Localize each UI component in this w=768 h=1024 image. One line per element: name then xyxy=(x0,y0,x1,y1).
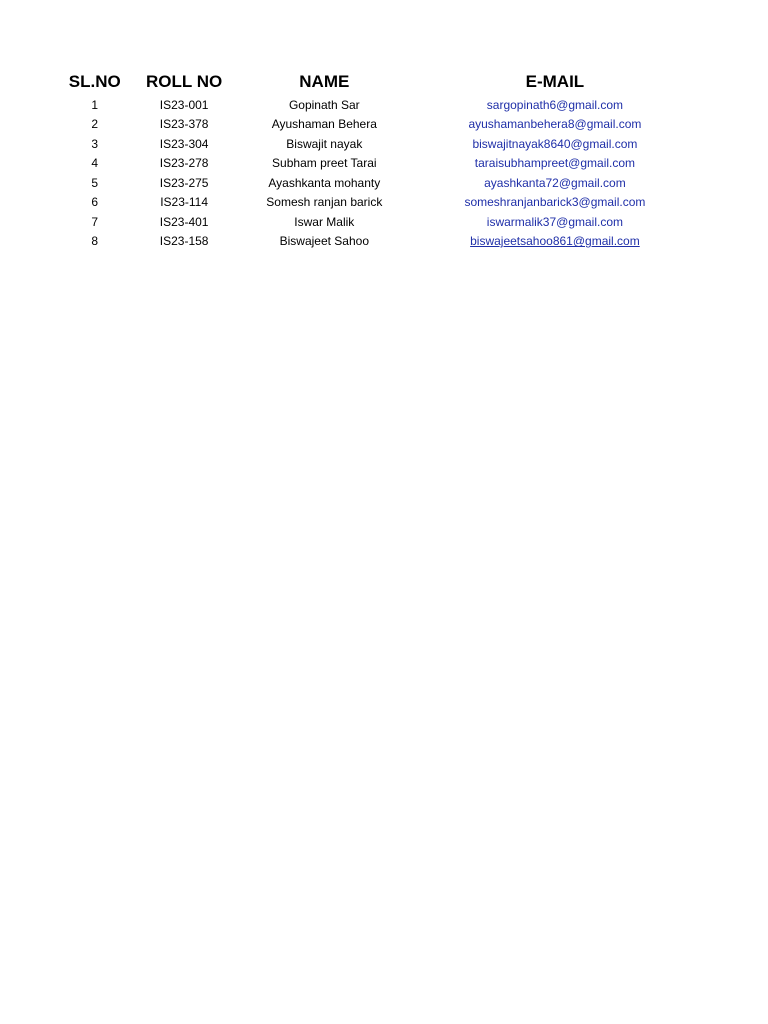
roll-no-cell: IS23-304 xyxy=(159,136,209,151)
name-cell: Ayashkanta mohanty xyxy=(268,175,381,190)
table-row xyxy=(48,212,688,232)
email-cell: sargopinath6@gmail.com xyxy=(486,97,624,112)
email-cell: taraisubhampreet@gmail.com xyxy=(474,156,636,171)
sl-no-cell: 2 xyxy=(91,117,99,132)
table-row xyxy=(48,95,688,115)
header-sl-no: SL.NO xyxy=(68,71,121,91)
table-row xyxy=(48,134,688,154)
sl-no-cell: 4 xyxy=(91,156,99,171)
table-header-row xyxy=(48,68,688,95)
header-email: E-MAIL xyxy=(525,71,585,91)
table-row xyxy=(48,154,688,174)
sl-no-cell: 8 xyxy=(91,234,99,249)
email-link-text[interactable]: biswajeetsahoo861@gmail.com xyxy=(470,234,640,249)
email-cell: someshranjanbarick3@gmail.com xyxy=(464,195,646,210)
header-name: NAME xyxy=(299,71,350,91)
table-row xyxy=(48,232,688,252)
roll-no-cell: IS23-001 xyxy=(159,97,209,112)
roll-no-cell: IS23-378 xyxy=(159,117,209,132)
roll-no-cell: IS23-158 xyxy=(159,234,209,249)
roll-no-cell: IS23-401 xyxy=(159,214,209,229)
sl-no-cell: 6 xyxy=(91,195,99,210)
sl-no-cell: 5 xyxy=(91,175,99,190)
email-cell: biswajitnayak8640@gmail.com xyxy=(472,136,638,151)
name-cell: Gopinath Sar xyxy=(288,97,360,112)
email-cell: ayushamanbehera8@gmail.com xyxy=(468,117,642,132)
name-cell: Somesh ranjan barick xyxy=(266,195,383,210)
student-table xyxy=(48,68,688,251)
name-cell: Subham preet Tarai xyxy=(272,156,377,171)
student-contact-sheet xyxy=(48,68,688,251)
email-cell: ayashkanta72@gmail.com xyxy=(484,175,626,190)
roll-no-cell: IS23-278 xyxy=(159,156,209,171)
roll-no-cell: IS23-114 xyxy=(160,195,209,210)
name-cell: Iswar Malik xyxy=(294,214,355,229)
table-row xyxy=(48,193,688,213)
name-cell: Ayushaman Behera xyxy=(271,117,377,132)
email-link[interactable] xyxy=(422,232,688,252)
sl-no-cell: 7 xyxy=(91,214,99,229)
sl-no-cell: 1 xyxy=(91,97,99,112)
roll-no-cell: IS23-275 xyxy=(159,175,209,190)
email-cell: iswarmalik37@gmail.com xyxy=(486,214,624,229)
sl-no-cell: 3 xyxy=(91,136,99,151)
name-cell: Biswajit nayak xyxy=(286,136,363,151)
name-cell: Biswajeet Sahoo xyxy=(279,234,369,249)
header-roll-no: ROLL NO xyxy=(146,71,223,91)
table-row xyxy=(48,173,688,193)
table-row xyxy=(48,115,688,135)
